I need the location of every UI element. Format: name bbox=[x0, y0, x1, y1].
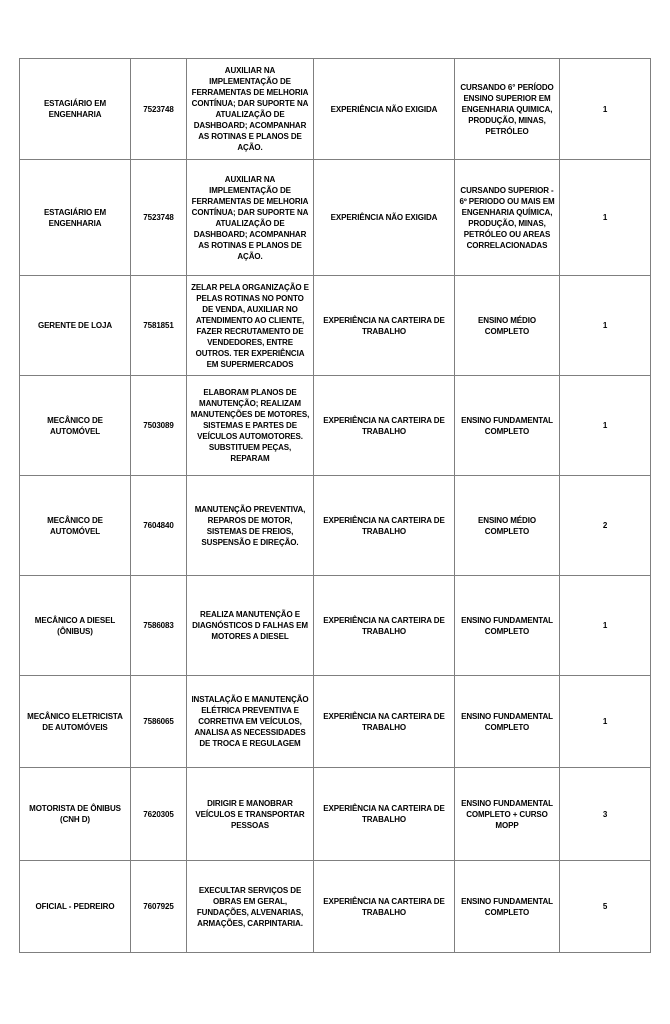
job-description-cell: EXECULTAR SERVIÇOS DE OBRAS EM GERAL, FUNDAÇÕES, ALVENARIAS, ARMAÇÕES, CARPINTARIA. bbox=[187, 861, 314, 953]
job-code-cell: 7503089 bbox=[131, 376, 187, 476]
job-title-cell: MECÂNICO A DIESEL (ÔNIBUS) bbox=[20, 576, 131, 676]
job-description-cell: ZELAR PELA ORGANIZAÇÃO E PELAS ROTINAS NO PONTO DE VENDA, AUXILIAR NO ATENDIMENTO AO CLIENTE, FAZER RECRUTAMENTO DE VENDEDORES, ENTRE OUTROS. TER EXPERIÊNCIA EM SUPERMERCADOS bbox=[187, 276, 314, 376]
job-title-cell: OFICIAL - PEDREIRO bbox=[20, 861, 131, 953]
experience-cell: EXPERIÊNCIA NA CARTEIRA DE TRABALHO bbox=[314, 576, 455, 676]
table-row bbox=[20, 576, 651, 676]
education-cell: ENSINO MÉDIO COMPLETO bbox=[455, 276, 560, 376]
experience-cell: EXPERIÊNCIA NÃO EXIGIDA bbox=[314, 160, 455, 276]
education-cell: CURSANDO 6° PERÍODO ENSINO SUPERIOR EM ENGENHARIA QUIMICA, PRODUÇÃO, MINAS, PETRÓLEO bbox=[455, 59, 560, 160]
education-cell: ENSINO FUNDAMENTAL COMPLETO bbox=[455, 576, 560, 676]
vacancies-cell: 2 bbox=[560, 476, 651, 576]
vacancies-cell: 1 bbox=[560, 576, 651, 676]
job-title-cell: ESTAGIÁRIO EM ENGENHARIA bbox=[20, 59, 131, 160]
job-description-cell: INSTALAÇÃO E MANUTENÇÃO ELÉTRICA PREVENTIVA E CORRETIVA EM VEÍCULOS, ANALISA AS NECESSIDADES DE TROCA E REGULAGEM bbox=[187, 676, 314, 768]
job-title-cell: MECÂNICO DE AUTOMÓVEL bbox=[20, 476, 131, 576]
table-row bbox=[20, 276, 651, 376]
job-code-cell: 7607925 bbox=[131, 861, 187, 953]
experience-cell: EXPERIÊNCIA NA CARTEIRA DE TRABALHO bbox=[314, 276, 455, 376]
education-cell: ENSINO MÉDIO COMPLETO bbox=[455, 476, 560, 576]
table-row bbox=[20, 861, 651, 953]
education-cell: ENSINO FUNDAMENTAL COMPLETO bbox=[455, 676, 560, 768]
job-description-cell: AUXILIAR NA IMPLEMENTAÇÃO DE FERRAMENTAS DE MELHORIA CONTÍNUA; DAR SUPORTE NA ATUALIZAÇÃO DE DASHBOARD; ACOMPANHAR AS ROTINAS E PLANOS DE AÇÃO. bbox=[187, 59, 314, 160]
job-code-cell: 7581851 bbox=[131, 276, 187, 376]
education-cell: CURSANDO SUPERIOR - 6º PERIODO OU MAIS EM ENGENHARIA QUÍMICA, PRODUÇÃO, MINAS, PETRÓLEO OU AREAS CORRELACIONADAS bbox=[455, 160, 560, 276]
experience-cell: EXPERIÊNCIA NA CARTEIRA DE TRABALHO bbox=[314, 676, 455, 768]
table-row bbox=[20, 476, 651, 576]
vacancies-cell: 3 bbox=[560, 768, 651, 861]
education-cell: ENSINO FUNDAMENTAL COMPLETO bbox=[455, 861, 560, 953]
job-title-cell: MECÂNICO ELETRICISTA DE AUTOMÓVEIS bbox=[20, 676, 131, 768]
vacancies-cell: 5 bbox=[560, 861, 651, 953]
vacancies-cell: 1 bbox=[560, 376, 651, 476]
job-description-cell: AUXILIAR NA IMPLEMENTAÇÃO DE FERRAMENTAS DE MELHORIA CONTÍNUA; DAR SUPORTE NA ATUALIZAÇÃO DE DASHBOARD; ACOMPANHAR AS ROTINAS E PLANOS DE AÇÃO. bbox=[187, 160, 314, 276]
education-cell: ENSINO FUNDAMENTAL COMPLETO + CURSO MOPP bbox=[455, 768, 560, 861]
table-row bbox=[20, 160, 651, 276]
experience-cell: EXPERIÊNCIA NA CARTEIRA DE TRABALHO bbox=[314, 768, 455, 861]
table-row bbox=[20, 768, 651, 861]
vacancies-cell: 1 bbox=[560, 59, 651, 160]
job-description-cell: REALIZA MANUTENÇÃO E DIAGNÓSTICOS D FALHAS EM MOTORES A DIESEL bbox=[187, 576, 314, 676]
job-code-cell: 7523748 bbox=[131, 59, 187, 160]
vacancies-cell: 1 bbox=[560, 676, 651, 768]
vacancies-cell: 1 bbox=[560, 276, 651, 376]
table-row bbox=[20, 59, 651, 160]
job-listings-table bbox=[19, 58, 651, 953]
table-row bbox=[20, 676, 651, 768]
job-title-cell: ESTAGIÁRIO EM ENGENHARIA bbox=[20, 160, 131, 276]
job-description-cell: DIRIGIR E MANOBRAR VEÍCULOS E TRANSPORTAR PESSOAS bbox=[187, 768, 314, 861]
table-row bbox=[20, 376, 651, 476]
education-cell: ENSINO FUNDAMENTAL COMPLETO bbox=[455, 376, 560, 476]
job-code-cell: 7523748 bbox=[131, 160, 187, 276]
job-title-cell: MECÂNICO DE AUTOMÓVEL bbox=[20, 376, 131, 476]
experience-cell: EXPERIÊNCIA NA CARTEIRA DE TRABALHO bbox=[314, 861, 455, 953]
job-code-cell: 7586083 bbox=[131, 576, 187, 676]
experience-cell: EXPERIÊNCIA NA CARTEIRA DE TRABALHO bbox=[314, 376, 455, 476]
job-description-cell: MANUTENÇÃO PREVENTIVA, REPAROS DE MOTOR, SISTEMAS DE FREIOS, SUSPENSÃO E DIREÇÃO. bbox=[187, 476, 314, 576]
job-code-cell: 7604840 bbox=[131, 476, 187, 576]
job-title-cell: MOTORISTA DE ÔNIBUS (CNH D) bbox=[20, 768, 131, 861]
experience-cell: EXPERIÊNCIA NA CARTEIRA DE TRABALHO bbox=[314, 476, 455, 576]
experience-cell: EXPERIÊNCIA NÃO EXIGIDA bbox=[314, 59, 455, 160]
job-title-cell: GERENTE DE LOJA bbox=[20, 276, 131, 376]
job-code-cell: 7620305 bbox=[131, 768, 187, 861]
vacancies-cell: 1 bbox=[560, 160, 651, 276]
job-code-cell: 7586065 bbox=[131, 676, 187, 768]
job-description-cell: ELABORAM PLANOS DE MANUTENÇÃO; REALIZAM MANUTENÇÕES DE MOTORES, SISTEMAS E PARTES DE VEÍCULOS AUTOMOTORES. SUBSTITUEM PEÇAS, REPARAM bbox=[187, 376, 314, 476]
